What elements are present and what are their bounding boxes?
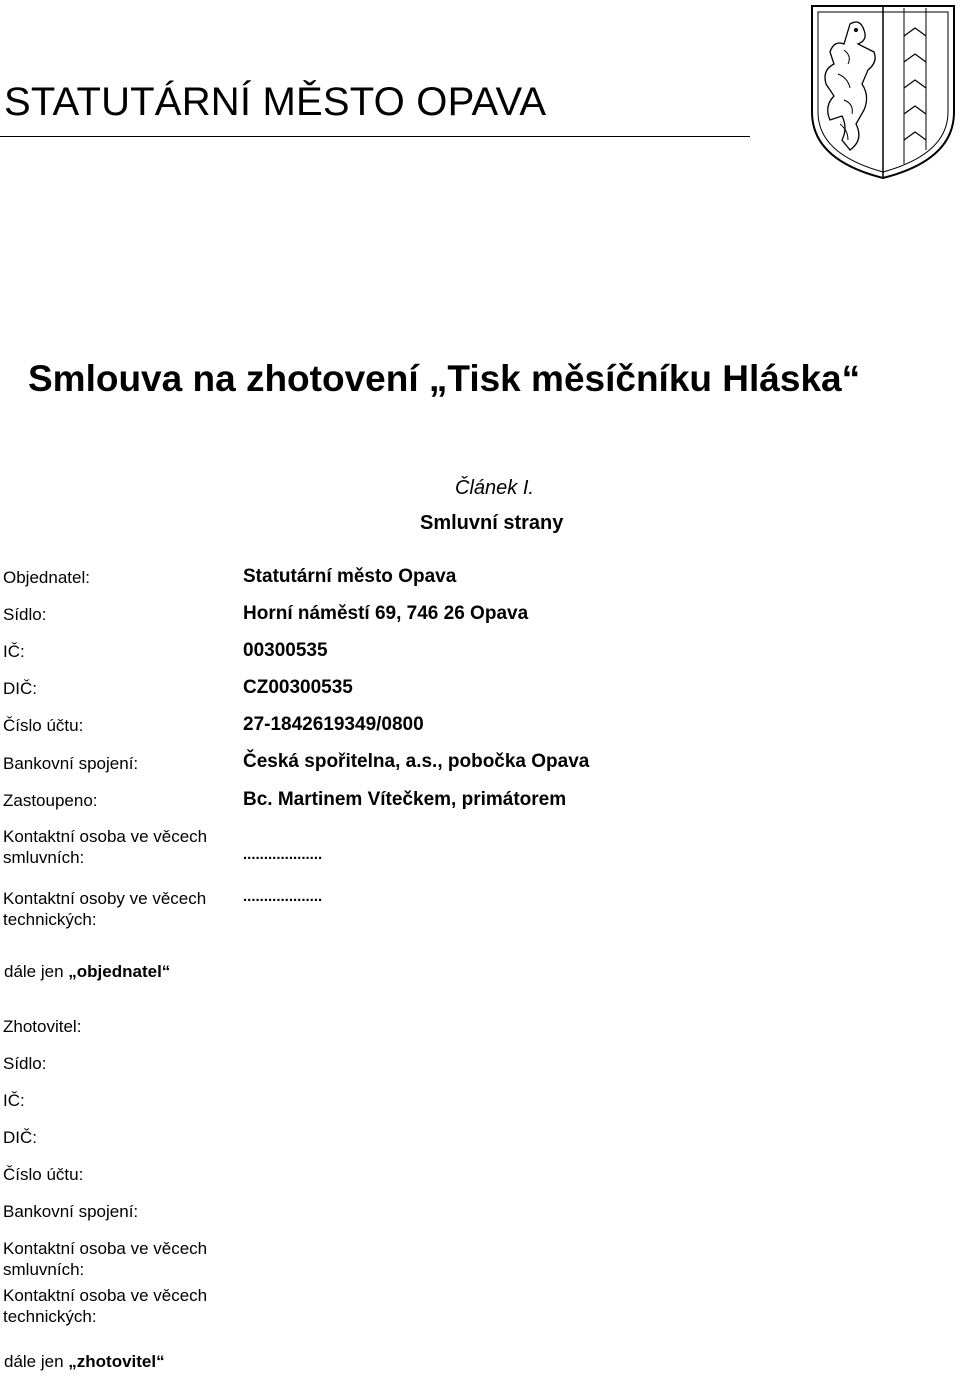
client-represented-value: Bc. Martinem Vítečkem, primátorem	[243, 789, 567, 810]
client-seat-value: Horní náměstí 69, 746 26 Opava	[243, 603, 529, 624]
client-footer-prefix: dále jen	[4, 962, 69, 981]
client-represented-label: Zastoupeno:	[3, 791, 98, 810]
client-contract-contact-label-line2: smluvních:	[3, 848, 85, 867]
header-divider	[0, 136, 750, 137]
article-subtitle: Smluvní strany	[420, 512, 564, 534]
client-ic-value: 00300535	[243, 640, 328, 661]
client-contract-contact-label-line1: Kontaktní osoba ve věcech	[3, 827, 208, 846]
contractor-label: Zhotovitel:	[3, 1017, 82, 1036]
contractor-bank-label: Bankovní spojení:	[3, 1202, 139, 1221]
client-contract-contact-value: ...................	[243, 846, 323, 863]
client-account-value: 27-1842619349/0800	[243, 714, 424, 735]
client-ic-label: IČ:	[3, 642, 25, 661]
contractor-tech-contact-label-line2: technických:	[3, 1307, 97, 1326]
client-tech-contact-value: ...................	[243, 888, 323, 905]
contractor-dic-label: DIČ:	[3, 1128, 37, 1147]
client-dic-label: DIČ:	[3, 679, 37, 698]
contractor-footer-prefix: dále jen	[4, 1352, 69, 1371]
city-header: STATUTÁRNÍ MĚSTO OPAVA	[4, 80, 547, 124]
contractor-footer-term: „zhotovitel“	[68, 1352, 165, 1371]
contractor-contract-contact-label-line2: smluvních:	[3, 1260, 85, 1279]
client-bank-value: Česká spořitelna, a.s., pobočka Opava	[243, 751, 590, 772]
contractor-tech-contact-label-line1: Kontaktní osoba ve věcech	[3, 1286, 208, 1305]
article-number: Článek I.	[455, 477, 534, 499]
contractor-ic-label: IČ:	[3, 1091, 25, 1110]
client-tech-contact-label-line1: Kontaktní osoby ve věcech	[3, 889, 207, 908]
document-title: Smlouva na zhotovení „Tisk měsíčníku Hláska“	[28, 358, 861, 399]
contractor-contract-contact-label-line1: Kontaktní osoba ve věcech	[3, 1239, 208, 1258]
client-footer	[4, 962, 170, 982]
contractor-account-label: Číslo účtu:	[3, 1165, 84, 1184]
client-dic-value: CZ00300535	[243, 677, 353, 698]
client-account-label: Číslo účtu:	[3, 716, 84, 735]
client-bank-label: Bankovní spojení:	[3, 754, 139, 773]
client-tech-contact-label-line2: technických:	[3, 910, 97, 929]
client-seat-label: Sídlo:	[3, 605, 47, 624]
contractor-footer	[4, 1352, 165, 1372]
city-coat-of-arms-icon	[804, 0, 960, 182]
contractor-seat-label: Sídlo:	[3, 1054, 47, 1073]
client-value: Statutární město Opava	[243, 566, 457, 587]
client-footer-term: „objednatel“	[68, 962, 171, 981]
client-label: Objednatel:	[3, 568, 90, 587]
